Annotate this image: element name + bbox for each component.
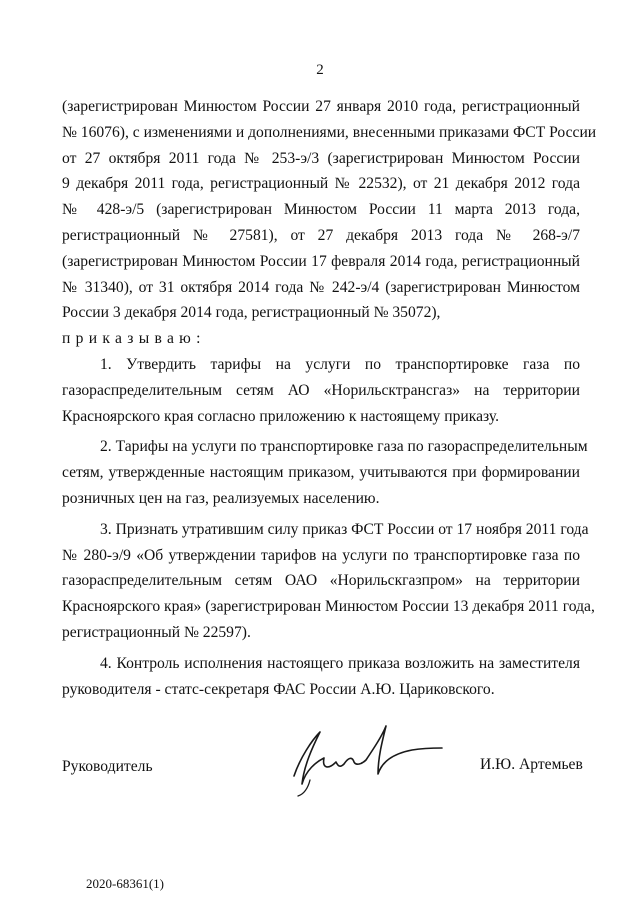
text-line: № 16076), с изменениями и дополнениями, внесенными приказами ФСТ России (62, 123, 597, 141)
signatory-name: И.Ю. Артемьев (480, 756, 583, 773)
item3-line: регистрационный № 22597). (62, 623, 251, 641)
item1-line: газораспределительным сетям АО «Норильсктрансгаз» на территории (62, 381, 580, 399)
text-line: регистрационный № 27581), от 27 декабря 2013 года № 268-э/7 (62, 226, 580, 244)
prikazyvayu-heading: приказываю: (62, 330, 206, 348)
text-line: № 428-э/5 (зарегистрирован Минюстом России 11 марта 2013 года, (62, 201, 580, 219)
page-number: 2 (316, 62, 324, 78)
signatory-position: Руководитель (62, 758, 153, 775)
text-line: (зарегистрирован Минюстом России 27 января 2010 года, регистрационный (62, 98, 580, 115)
item1-line: Красноярского края согласно приложению к настоящему приказу. (62, 407, 499, 425)
item3-line: Красноярского края» (зарегистрирован Минюстом России 13 декабря 2011 года, (62, 598, 595, 616)
item4-line: 4. Контроль исполнения настоящего приказа возложить на заместителя (100, 654, 580, 672)
item3-line: № 280-э/9 «Об утверждении тарифов на услуги по транспортировке газа по (62, 546, 580, 564)
text-line: (зарегистрирован Минюстом России 17 февраля 2014 года, регистрационный (62, 252, 580, 270)
document-body (62, 94, 597, 702)
text-line: России 3 декабря 2014 года, регистрационный № 35072), (62, 304, 441, 322)
item3-line: 3. Признать утратившим силу приказ ФСТ России от 17 ноября 2011 года (100, 520, 589, 538)
item2-line: сетям, утвержденные настоящим приказом, учитываются при формировании (62, 464, 580, 482)
item3-line: газораспределительным сетям ОАО «Норильскгазпром» на территории (62, 572, 580, 590)
text-line: № 31340), от 31 октября 2014 года № 242-э/4 (зарегистрирован Минюстом (62, 278, 580, 296)
handwritten-signature (282, 718, 452, 798)
item2-line: розничных цен на газ, реализуемых населению. (62, 489, 380, 507)
item4-line: руководителя - статс-секретаря ФАС России А.Ю. Цариковского. (62, 680, 495, 698)
text-line: 9 декабря 2011 года, регистрационный № 22532), от 21 декабря 2012 года (62, 175, 580, 193)
text-line: от 27 октября 2011 года № 253-э/3 (зарегистрирован Минюстом России (62, 149, 580, 167)
item2-line: 2. Тарифы на услуги по транспортировке газа по газораспределительным (100, 438, 588, 456)
item1-line: 1. Утвердить тарифы на услуги по транспортировке газа по (100, 355, 580, 373)
document-code: 2020-68361(1) (86, 876, 164, 891)
